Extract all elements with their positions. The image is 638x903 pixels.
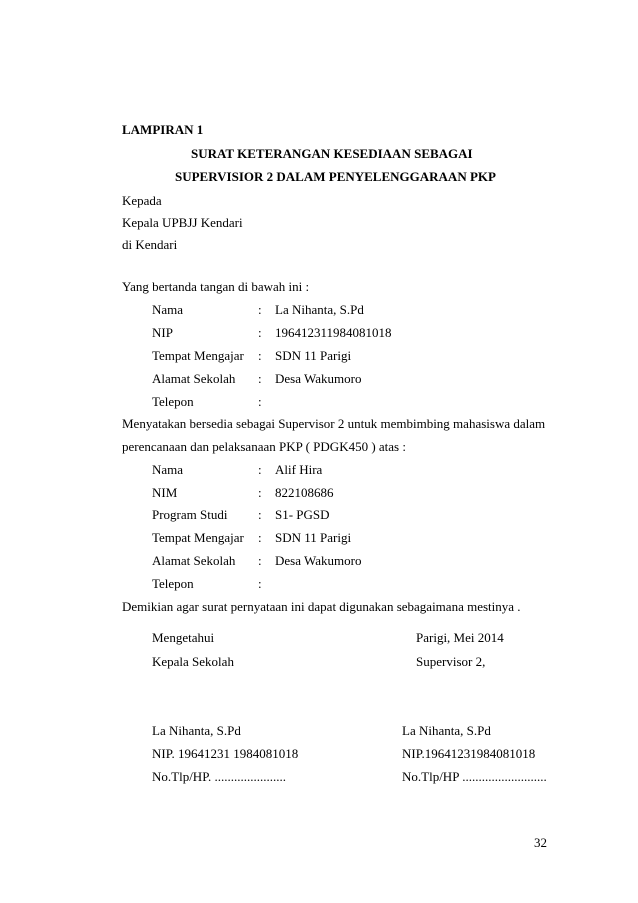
field-value: Desa Wakumoro xyxy=(275,553,362,568)
field-value: La Nihanta, S.Pd xyxy=(275,302,364,317)
field-label: Nama xyxy=(152,302,184,317)
statement-line: Menyatakan bersedia sebagai Supervisor 2 untuk membimbing mahasiswa dalam xyxy=(122,416,546,431)
addressee-line: di Kendari xyxy=(122,237,178,252)
field-colon: : xyxy=(258,462,262,477)
intro-text: Yang bertanda tangan di bawah ini : xyxy=(122,279,310,294)
field-label: Tempat Mengajar xyxy=(152,530,244,545)
field-label: Program Studi xyxy=(152,507,228,522)
field-label: NIP xyxy=(152,325,173,340)
field-label: Nama xyxy=(152,462,184,477)
field-value: S1- PGSD xyxy=(275,507,330,522)
field-colon: : xyxy=(258,530,262,545)
field-value: 196412311984081018 xyxy=(275,325,392,340)
field-label: Telepon xyxy=(152,394,194,409)
signature-place-date: Parigi, Mei 2014 xyxy=(416,630,504,645)
field-value: Desa Wakumoro xyxy=(275,371,362,386)
signature-role-line: Mengetahui xyxy=(152,630,215,645)
field-label: Telepon xyxy=(152,576,194,591)
signatory-name: La Nihanta, S.Pd xyxy=(402,723,491,738)
field-value: SDN 11 Parigi xyxy=(275,530,352,545)
document-title-line-1: SURAT KETERANGAN KESEDIAAN SEBAGAI xyxy=(191,146,473,161)
field-colon: : xyxy=(258,371,262,386)
signature-role-line: Kepala Sekolah xyxy=(152,654,234,669)
page-number: 32 xyxy=(534,835,547,850)
signatory-nip: NIP.19641231984081018 xyxy=(402,746,536,761)
addressee-line: Kepada xyxy=(122,193,162,208)
field-colon: : xyxy=(258,348,262,363)
field-colon: : xyxy=(258,485,262,500)
signature-role-line: Supervisor 2, xyxy=(416,654,486,669)
addressee-line: Kepala UPBJJ Kendari xyxy=(122,215,243,230)
signatory-name: La Nihanta, S.Pd xyxy=(152,723,241,738)
field-label: Tempat Mengajar xyxy=(152,348,244,363)
field-label: Alamat Sekolah xyxy=(152,371,236,386)
field-value: Alif Hira xyxy=(275,462,323,477)
signatory-nip: NIP. 19641231 1984081018 xyxy=(152,746,299,761)
field-label: NIM xyxy=(152,485,178,500)
field-colon: : xyxy=(258,302,262,317)
field-value: SDN 11 Parigi xyxy=(275,348,352,363)
field-colon: : xyxy=(258,507,262,522)
closing-text: Demikian agar surat pernyataan ini dapat digunakan sebagaimana mestinya . xyxy=(122,599,521,614)
field-colon: : xyxy=(258,576,262,591)
signatory-phone: No.Tlp/HP .......................... xyxy=(402,769,547,784)
field-value: 822108686 xyxy=(275,485,334,500)
statement-line: perencanaan dan pelaksanaan PKP ( PDGK450 ) atas : xyxy=(122,439,406,454)
field-colon: : xyxy=(258,553,262,568)
field-colon: : xyxy=(258,394,262,409)
field-label: Alamat Sekolah xyxy=(152,553,236,568)
document-title-line-2: SUPERVISIOR 2 DALAM PENYELENGGARAAN PKP xyxy=(175,169,496,184)
lampiran-label: LAMPIRAN 1 xyxy=(122,122,204,137)
signatory-phone: No.Tlp/HP. ...................... xyxy=(152,769,286,784)
field-colon: : xyxy=(258,325,262,340)
